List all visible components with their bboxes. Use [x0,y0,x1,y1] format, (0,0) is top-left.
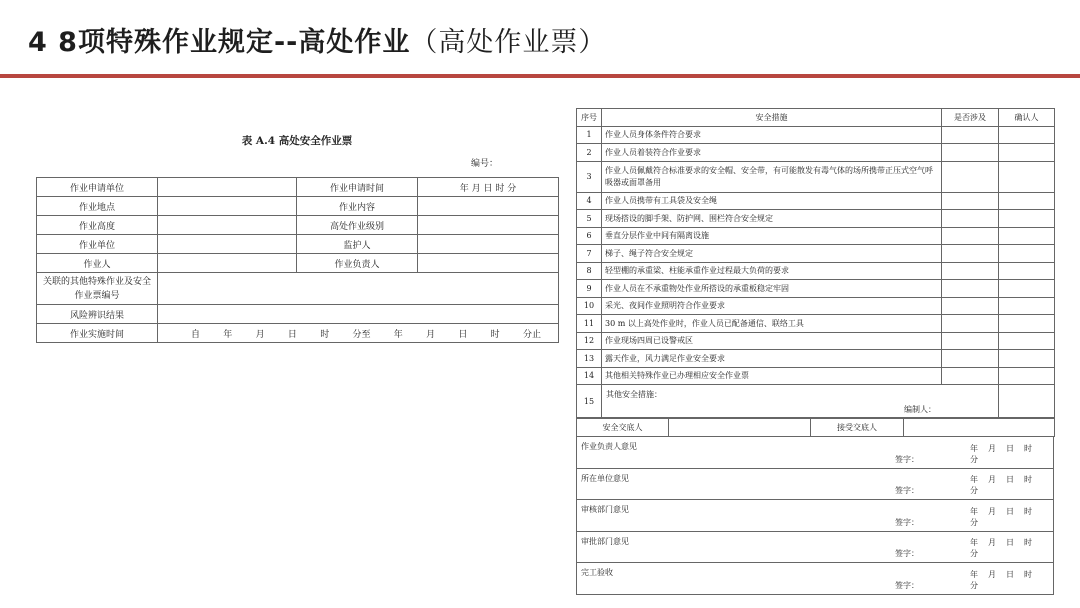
time-part: 年 [393,329,403,340]
involved-cell[interactable] [942,245,999,263]
table-row [37,305,559,324]
opinion-label: 审批部门意见 [581,536,629,546]
table-row [577,161,1055,192]
field-value[interactable] [158,235,297,254]
confirm-cell[interactable] [999,350,1055,368]
handover-table [576,418,1055,437]
work-time-label: 作业实施时间 [37,324,158,343]
date-parts: 年 月 日 时分 [970,569,1032,590]
involved-cell[interactable] [942,144,999,162]
work-time-range [161,327,555,340]
title-divider [0,74,1080,78]
handover-giver-value[interactable] [669,419,811,437]
measure-text: 作业人员着装符合作业要求 [602,144,942,162]
time-part: 时 [490,329,500,340]
measure-no: 10 [577,297,602,315]
related-permits-label: 关联的其他特殊作业及安全作业票编号 [37,273,158,305]
handover-receiver-label: 接受交底人 [811,419,904,437]
table-row [577,245,1055,263]
measure-no: 5 [577,210,602,228]
field-value[interactable] [158,178,297,197]
risk-identification-value[interactable] [158,305,559,324]
measure-no: 14 [577,367,602,385]
header-measure: 安全措施 [602,109,942,127]
table-row [577,227,1055,245]
table-row [37,216,559,235]
form-number-label: 编号： [470,159,498,169]
time-part: 自 [191,329,201,340]
measure-text: 轻型棚的承重梁、柱能承重作业过程最大负荷的要求 [602,262,942,280]
handover-giver-label: 安全交底人 [577,419,669,437]
confirm-cell[interactable] [999,280,1055,298]
measure-text: 其他相关特殊作业已办理相应安全作业票 [602,367,942,385]
handover-receiver-value[interactable] [904,419,1055,437]
measure-text: 作业现场四周已设警戒区 [602,332,942,350]
high-work-permit-form [36,130,558,343]
measure-no: 11 [577,315,602,333]
sign-label: 签字： [895,580,919,590]
table-row [37,235,559,254]
measure-no: 13 [577,350,602,368]
involved-cell[interactable] [942,315,999,333]
measure-no: 8 [577,262,602,280]
table-row [37,273,559,305]
involved-cell[interactable] [942,350,999,368]
opinion-label: 作业负责人意见 [581,442,637,451]
measure-text: 采光、夜间作业照明符合作业要求 [602,297,942,315]
confirm-cell[interactable] [999,126,1055,144]
opinion-label: 完工验收 [581,568,613,577]
table-row [577,144,1055,162]
field-value[interactable] [418,197,559,216]
sign-label: 签字： [895,517,919,527]
table-row [577,262,1055,280]
involved-cell[interactable] [942,126,999,144]
date-parts: 年 月 日 时分 [970,538,1032,558]
field-value[interactable] [418,235,559,254]
involved-cell[interactable] [942,227,999,245]
involved-cell[interactable] [942,332,999,350]
table-row [577,385,1055,418]
table-header-row [577,109,1055,127]
form-title: 表 A.4 高处安全作业票 [241,135,353,147]
other-measures-label: 其他安全措施： [606,390,662,399]
field-value[interactable]: 年 月 日 时 分 [418,178,559,197]
confirm-cell[interactable] [999,315,1055,333]
confirm-cell[interactable] [999,262,1055,280]
sign-label: 签字： [895,549,919,558]
prepared-by-label: 编制人： [904,405,936,414]
measure-no: 15 [577,385,602,418]
field-label: 作业地点 [37,197,158,216]
opinion-label: 所在单位意见 [581,473,629,483]
time-part: 日 [287,329,297,340]
measure-no: 6 [577,227,602,245]
confirm-cell[interactable] [999,227,1055,245]
measure-text: 现场搭设的脚手架、防护网、围栏符合安全规定 [602,210,942,228]
measure-text: 露天作业，风力满足作业安全要求 [602,350,942,368]
table-row [577,297,1055,315]
time-part: 月 [426,329,436,340]
field-label: 作业人 [37,254,158,273]
slide-title-main: 4 8项特殊作业规定--高处作业 [28,27,411,58]
measure-text: 作业人员携带有工具袋及安全绳 [602,192,942,210]
time-part: 分止 [522,329,541,340]
involved-cell[interactable] [942,367,999,385]
field-label: 作业内容 [297,197,418,216]
measure-text: 梯子、绳子符合安全规定 [602,245,942,263]
table-row [577,126,1055,144]
field-label: 高处作业级别 [297,216,418,235]
table-row [37,324,559,343]
safety-measures-form [576,108,1054,595]
safety-measures-table [576,108,1055,418]
date-parts: 年 月 日 时分 [970,475,1032,495]
field-value[interactable] [418,254,559,273]
measure-no: 9 [577,280,602,298]
header-no: 序号 [577,109,602,127]
risk-identification-label: 风险辨识结果 [37,305,158,324]
time-part: 月 [255,329,265,340]
table-row [577,350,1055,368]
table-row [577,210,1055,228]
measure-text: 垂直分层作业中间有隔离设施 [602,227,942,245]
involved-cell[interactable] [942,280,999,298]
confirm-cell[interactable] [999,297,1055,315]
confirm-cell[interactable] [999,144,1055,162]
table-row [37,178,559,197]
field-value[interactable] [158,197,297,216]
measure-no: 4 [577,192,602,210]
table-row [577,315,1055,333]
involved-cell[interactable] [942,297,999,315]
confirm-cell[interactable] [999,385,1055,418]
sign-label: 签字： [895,454,919,464]
field-value[interactable] [158,254,297,273]
confirm-cell[interactable] [999,367,1055,385]
table-row [37,197,559,216]
opinion-section[interactable] [576,532,1054,564]
measure-no: 2 [577,144,602,162]
time-part: 分至 [352,329,371,340]
opinion-section[interactable] [576,437,1054,469]
table-row [577,419,1055,437]
opinion-section[interactable] [576,500,1054,532]
involved-cell[interactable] [942,192,999,210]
confirm-cell[interactable] [999,245,1055,263]
opinion-section[interactable] [576,563,1054,595]
opinion-section[interactable] [576,469,1054,501]
slide-title-sub: （高处作业票） [410,27,607,58]
table-row [37,254,559,273]
related-permits-value[interactable] [158,273,559,305]
field-label: 作业负责人 [297,254,418,273]
measure-no: 12 [577,332,602,350]
measure-no: 7 [577,245,602,263]
field-value[interactable] [418,216,559,235]
measure-no: 1 [577,126,602,144]
table-row [577,192,1055,210]
measure-text: 30 m 以上高处作业时，作业人员已配备通信、联络工具 [602,315,942,333]
field-label: 监护人 [297,235,418,254]
field-label: 作业申请时间 [297,178,418,197]
field-label: 作业高度 [37,216,158,235]
sign-label: 签字： [895,486,919,495]
date-parts: 年 月 日 时分 [970,506,1032,527]
table-row [577,332,1055,350]
measure-text: 作业人员身体条件符合要求 [602,126,942,144]
table-row [577,280,1055,298]
slide-title [28,20,606,59]
date-parts: 年 月 日 时分 [970,443,1032,464]
work-time-value[interactable] [158,324,559,343]
field-label: 作业单位 [37,235,158,254]
measure-text: 作业人员佩戴符合标准要求的安全帽、安全带，有可能散发有毒气体的场所携带正压式空气呼吸器或面罩备用 [602,161,942,192]
time-part: 日 [458,329,468,340]
table-row [577,367,1055,385]
confirm-cell[interactable] [999,210,1055,228]
field-label: 作业申请单位 [37,178,158,197]
involved-cell[interactable] [942,262,999,280]
field-value[interactable] [158,216,297,235]
involved-cell[interactable] [942,161,999,192]
header-involved: 是否涉及 [942,109,999,127]
time-part: 年 [223,329,233,340]
confirm-cell[interactable] [999,161,1055,192]
permit-info-table [36,177,559,343]
involved-cell[interactable] [942,210,999,228]
measure-no: 3 [577,161,602,192]
header-confirm: 确认人 [999,109,1055,127]
other-measures-cell[interactable] [602,385,999,418]
opinion-label: 审核部门意见 [581,505,629,514]
confirm-cell[interactable] [999,332,1055,350]
confirm-cell[interactable] [999,192,1055,210]
time-part: 时 [320,329,330,340]
measure-text: 作业人员在不承重物处作业所搭设的承重板稳定牢固 [602,280,942,298]
